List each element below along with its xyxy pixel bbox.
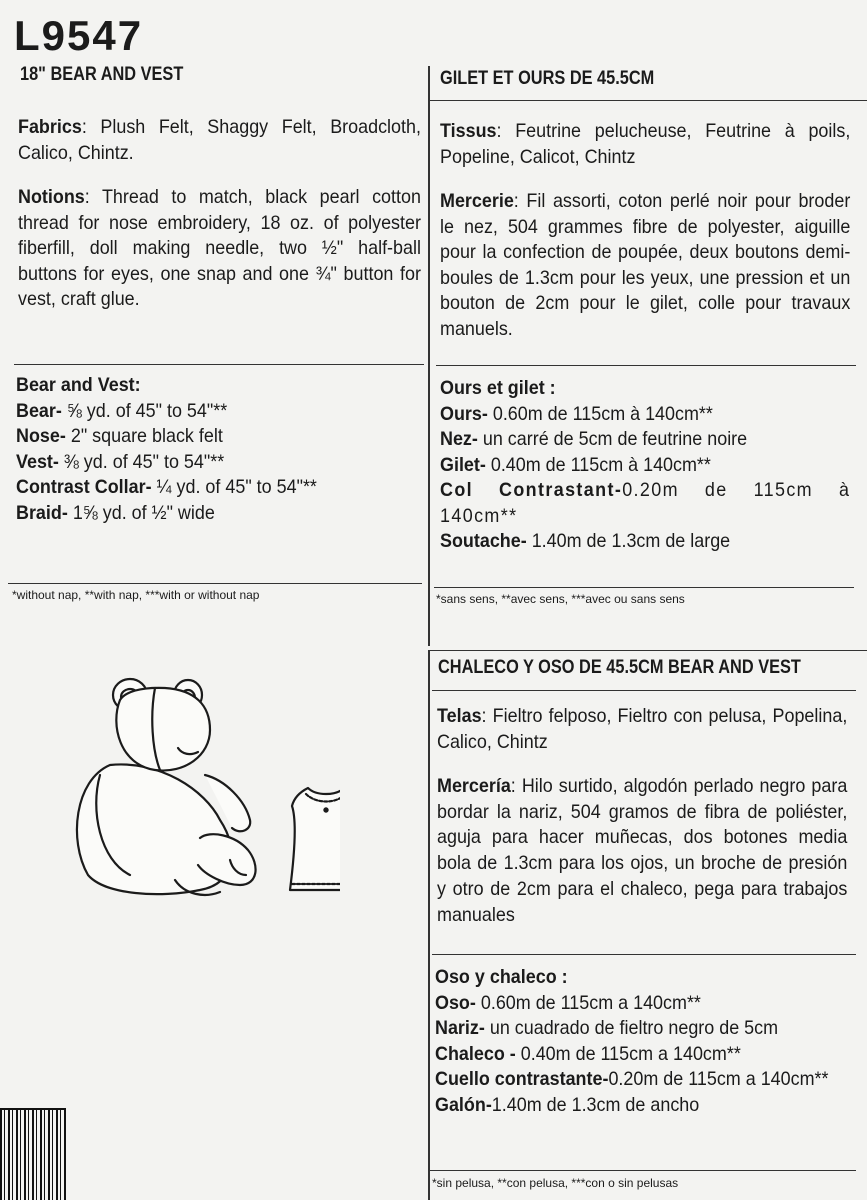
spanish-fabrics	[437, 704, 847, 755]
english-fabrics	[18, 115, 421, 166]
french-fabrics	[440, 119, 850, 170]
yardage-row: Cuello contrastante-0.20m de 115cm a 140cm**	[435, 1068, 829, 1090]
yardage-title: Ours et gilet :	[440, 377, 556, 399]
registration-bars-edge	[0, 1108, 66, 1110]
yardage-row: Nez- un carré de 5cm de feutrine noire	[440, 428, 748, 450]
divider	[428, 100, 867, 101]
divider	[434, 587, 854, 588]
french-yardage	[440, 376, 850, 555]
divider	[436, 365, 856, 366]
fabrics-label: Tissus	[440, 120, 497, 142]
spanish-yardage	[435, 965, 845, 1118]
bear-illustration	[77, 679, 256, 895]
spanish-notions	[437, 774, 847, 928]
yardage-row: Ours- 0.60m de 115cm à 140cm**	[440, 402, 713, 425]
notions-text: : Fil assorti, coton perlé noir pour broder le nez, 504 grammes fibre de polyester, aiguille pour la confection de poupée, deux boutons demi-boules de 1.3cm pour les yeux, une pression et un bouton de 2cm pour le gilet, colle pour travaux manuels.	[440, 190, 851, 340]
fabrics-text: : Feutrine pelucheuse, Feutrine à poils, Popeline, Calicot, Chintz	[440, 120, 851, 168]
column-divider	[428, 650, 430, 1200]
yardage-row: Chaleco - 0.40m de 115cm a 140cm**	[435, 1042, 741, 1065]
yardage-row: Braid- 1⅝ yd. of ½" wide	[16, 501, 215, 524]
spanish-footnote: *sin pelusa, **con pelusa, ***con o sin pelusas	[432, 1176, 679, 1190]
french-title: GILET ET OURS DE 45.5CM	[440, 68, 655, 89]
yardage-row: Galón-1.40m de 1.3cm de ancho	[435, 1093, 700, 1116]
yardage-row: Soutache- 1.40m de 1.3cm de large	[440, 530, 731, 552]
english-title: 18" BEAR AND VEST	[20, 64, 184, 85]
yardage-row: Vest- ⅜ yd. of 45" to 54"**	[16, 450, 225, 473]
english-yardage	[16, 373, 317, 526]
french-notions	[440, 189, 850, 342]
yardage-row: Nose- 2" square black felt	[16, 425, 223, 447]
divider	[14, 364, 424, 365]
yardage-row: Bear- ⅝ yd. of 45" to 54"**	[16, 399, 228, 422]
yardage-row: Col Contrastant-0.20m de 115cm à 140cm**	[440, 479, 851, 527]
column-divider	[428, 66, 430, 646]
yardage-title: Oso y chaleco :	[435, 966, 568, 988]
notions-label: Mercerie	[440, 190, 514, 212]
yardage-title: Bear and Vest:	[16, 374, 141, 396]
spanish-title: CHALECO Y OSO DE 45.5CM BEAR AND VEST	[438, 657, 801, 678]
french-footnote: *sans sens, **avec sens, ***avec ou sans sens	[436, 592, 685, 606]
divider	[430, 1170, 856, 1171]
divider	[8, 583, 422, 584]
fabrics-label: Fabrics	[18, 116, 82, 138]
divider	[432, 690, 856, 691]
pattern-code: L9547	[14, 12, 144, 59]
yardage-row: Nariz- un cuadrado de fieltro negro de 5cm	[435, 1017, 779, 1039]
notions-text: : Hilo surtido, algodón perlado negro para bordar la nariz, 504 gramos de fibra de poliéster, aguja para hacer muñecas, dos botones media bola de 1.3cm para los ojos, un broche de presión y otro de 2cm para el chaleco, pega para trabajos manuales	[437, 775, 848, 926]
fabrics-text: : Plush Felt, Shaggy Felt, Broadcloth, Calico, Chintz.	[18, 116, 421, 164]
yardage-row: Gilet- 0.40m de 115cm à 140cm**	[440, 453, 711, 476]
bear-and-vest-illustration	[60, 670, 340, 910]
registration-bars	[0, 1108, 66, 1200]
yardage-row: Contrast Collar- ¼ yd. of 45" to 54"**	[16, 476, 317, 498]
notions-label: Notions	[18, 186, 85, 208]
divider	[428, 650, 867, 651]
notions-label: Mercería	[437, 775, 511, 797]
divider	[432, 954, 856, 955]
english-footnote: *without nap, **with nap, ***with or without nap	[12, 588, 260, 602]
english-notions	[18, 185, 421, 313]
fabrics-label: Telas	[437, 705, 482, 727]
fabrics-text: : Fieltro felposo, Fieltro con pelusa, Popelina, Calico, Chintz	[437, 705, 848, 753]
yardage-row: Oso- 0.60m de 115cm a 140cm**	[435, 991, 701, 1014]
vest-illustration	[290, 788, 340, 890]
notions-text: : Thread to match, black pearl cotton thread for nose embroidery, 18 oz. of polyester fiberfill, doll making needle, two ½" half-ball buttons for eyes, one snap and one ¾" button for vest, craft glue.	[18, 186, 421, 310]
